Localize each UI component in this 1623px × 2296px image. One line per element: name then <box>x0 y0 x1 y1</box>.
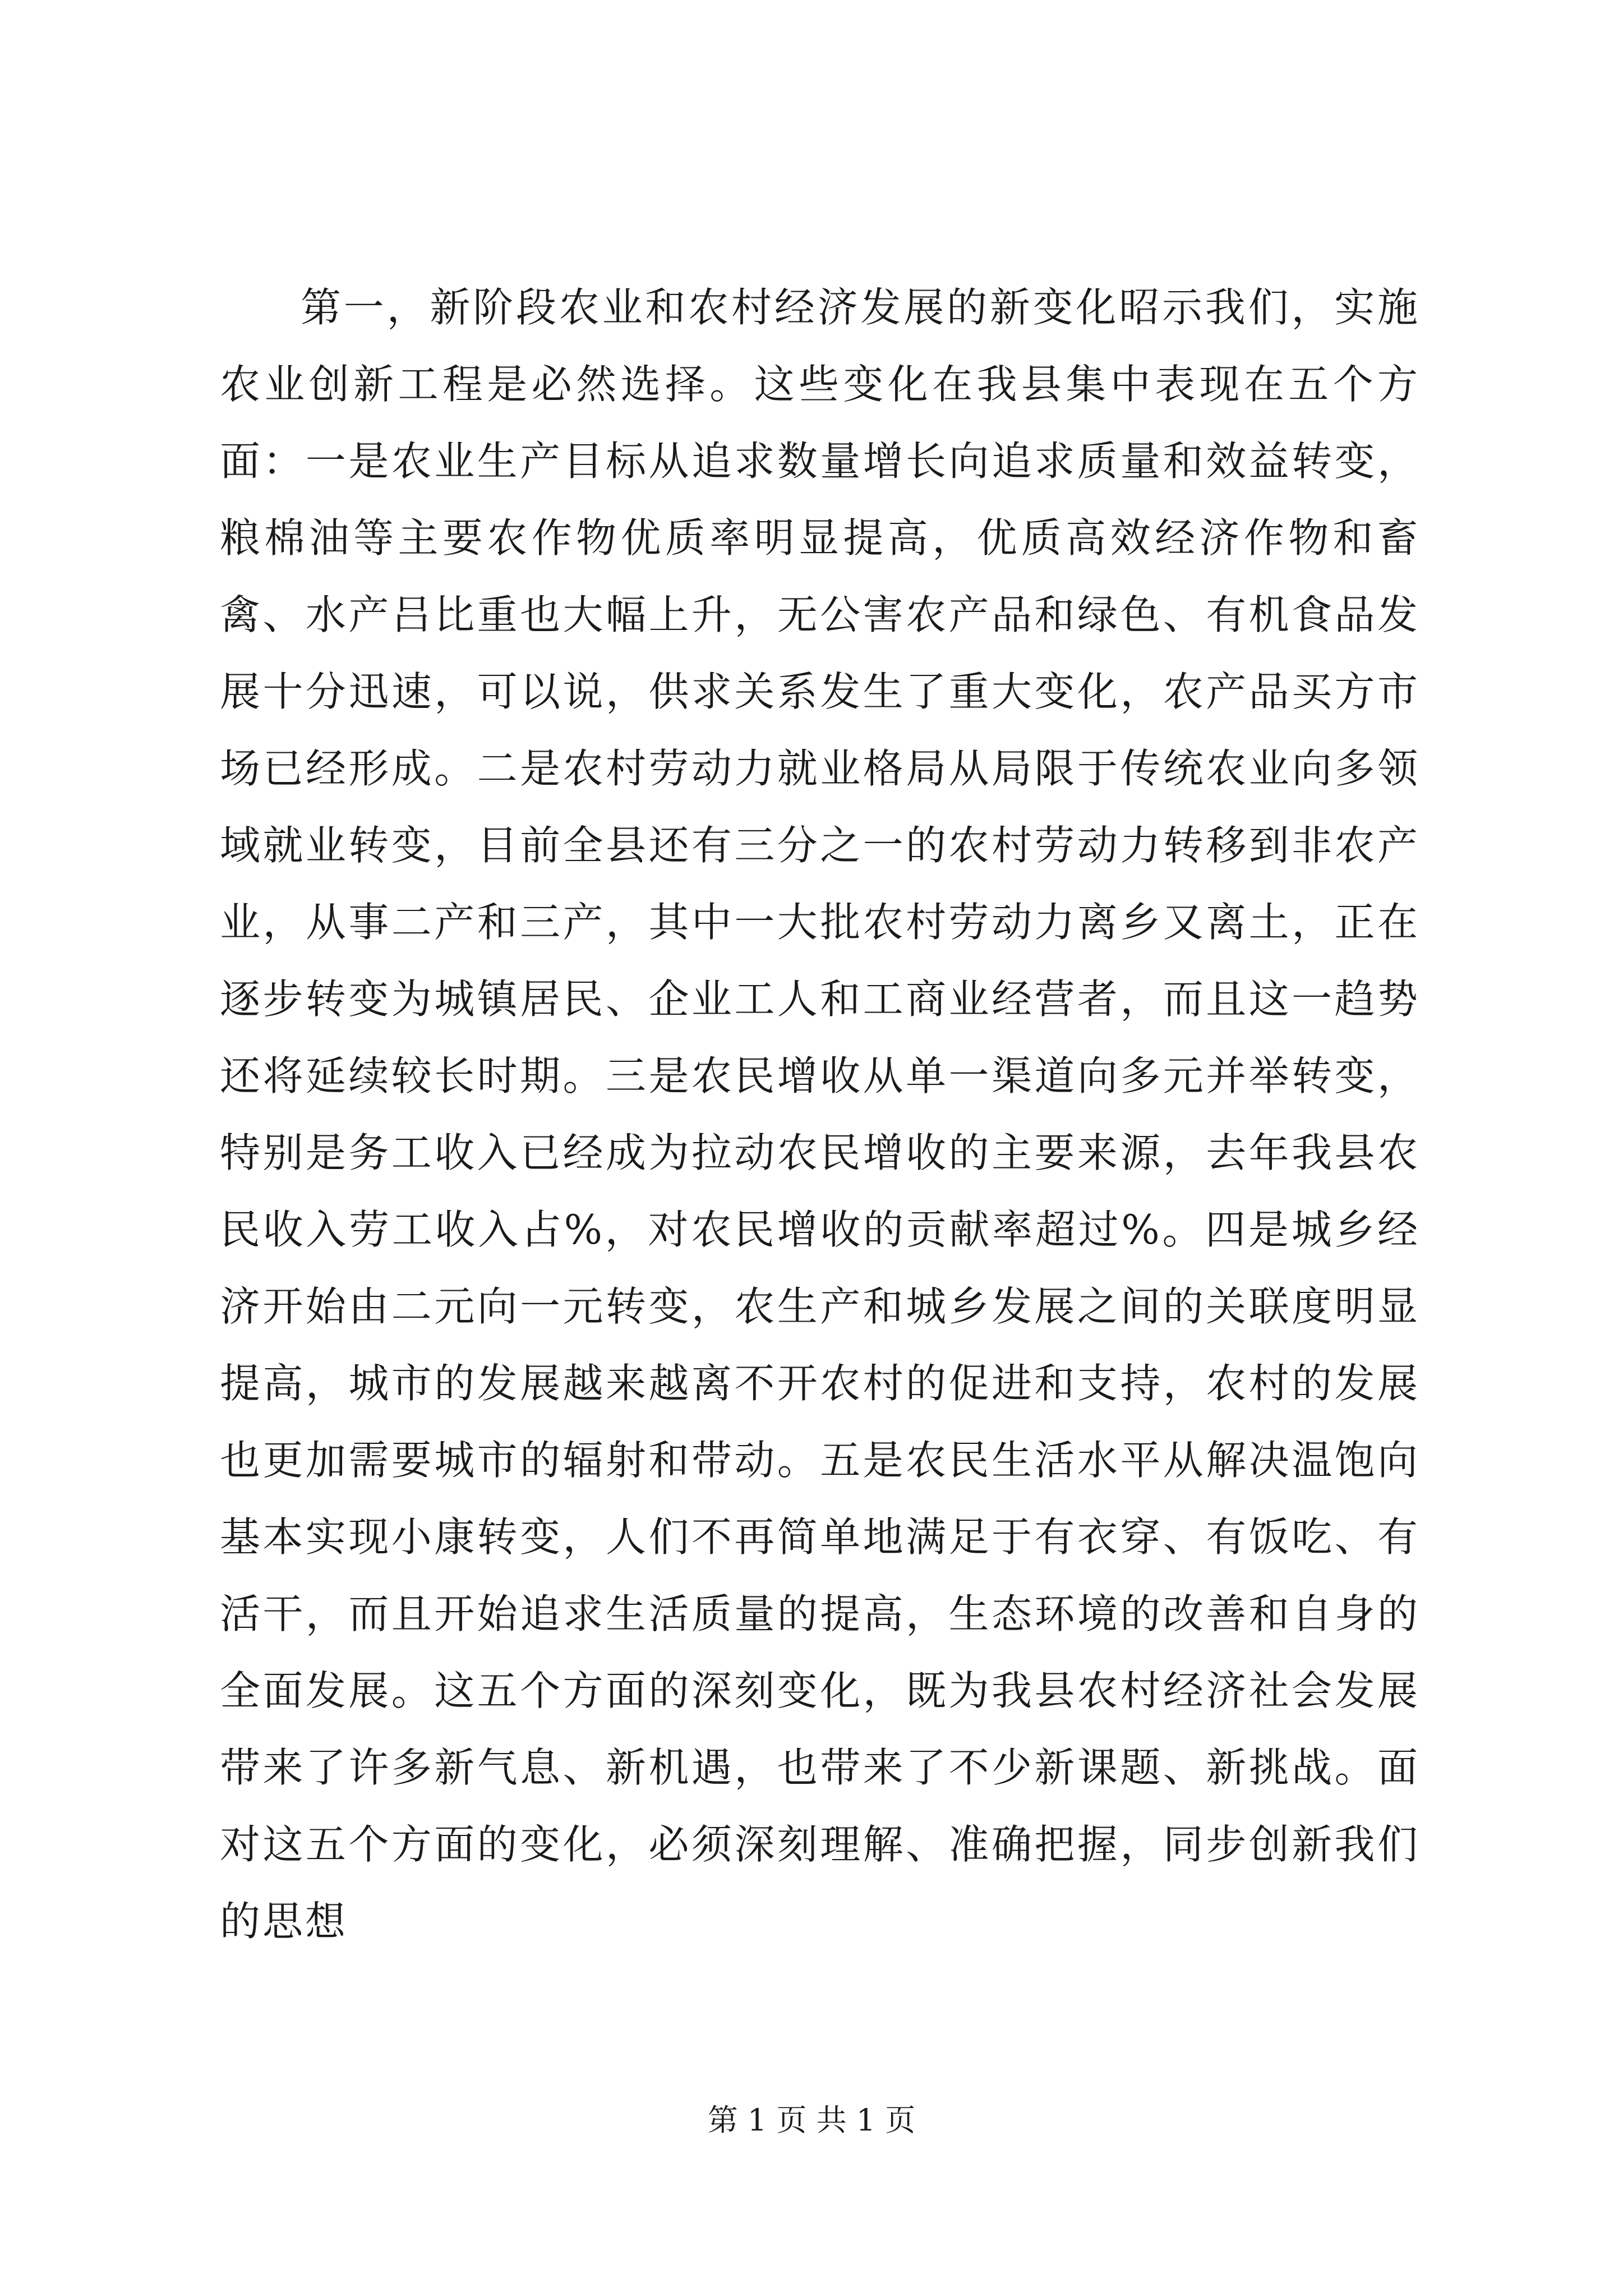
page-footer: 第 1 页 共 1 页 <box>707 2102 916 2138</box>
body-paragraph: 第一，新阶段农业和农村经济发展的新变化昭示我们，实施农业创新工程是必然选择。这些变化在我县集中表现在五个方面：一是农业生产目标从追求数量增长向追求质量和效益转变，粮棉油等主要农作物优质率明显提高，优质高效经济作物和畜禽、水产吕比重也大幅上升，无公害农产品和绿色、有机食品发展十分迅速，可以说，供求关系发生了重大变化，农产品买方市场已经形成。二是农村劳动力就业格局从局限于传统农业向多领域就业转变，目前全县还有三分之一的农村劳动力转移到非农产业，从事二产和三产，其中一大批农村劳动力离乡又离土，正在逐步转变为城镇居民、企业工人和工商业经营者，而且这一趋势还将延续较长时期。三是农民增收从单一渠道向多元并举转变，特别是务工收入已经成为拉动农民增收的主要来源，去年我县农民收入劳工收入占%，对农民增收的贡献率超过%。四是城乡经济开始由二元向一元转变，农生产和城乡发展之间的关联度明显提高，城市的发展越来越离不开农村的促进和支持，农村的发展也更加需要城市的辐射和带动。五是农民生活水平从解决温饱向基本实现小康转变，人们不再简单地满足于有衣穿、有饭吃、有活干，而且开始追求生活质量的提高，生态环境的改善和自身的全面发展。这五个方面的深刻变化，既为我县农村经济社会发展带来了许多新气息、新机遇，也带来了不少新课题、新挑战。面对这五个方面的变化，必须深刻理解、准确把握，同步创新我们的思想 <box>220 284 1420 1945</box>
